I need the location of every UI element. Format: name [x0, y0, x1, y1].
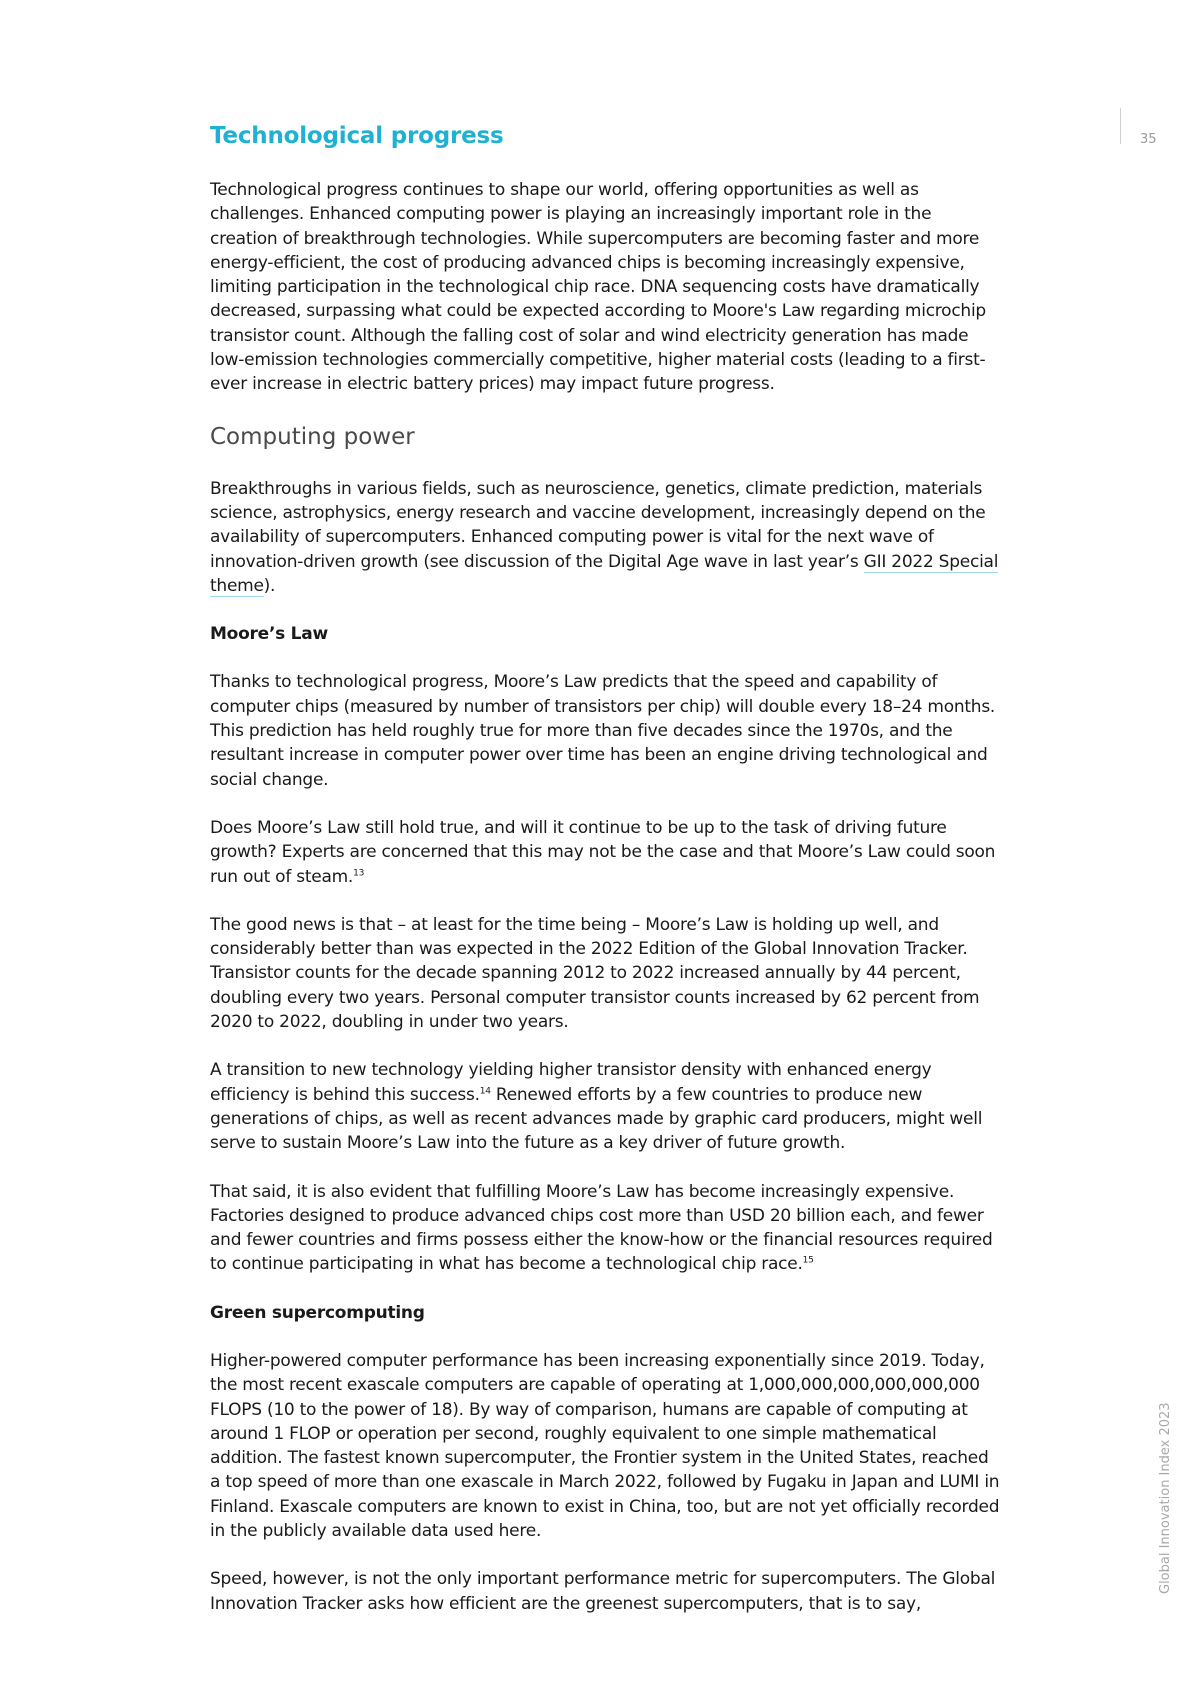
footnote-ref-13[interactable]: 13 [353, 867, 365, 878]
gii-2022-special-theme-link[interactable]: GII 2022 Special theme [210, 551, 999, 596]
header-rule [1120, 108, 1121, 144]
green-paragraph-2: Speed, however, is not the only important performance metric for supercomputers. The Global Innovation Tracker asks how efficient are the greenest supercomputers, that is to say, [210, 1569, 996, 1614]
moores-paragraph-3: The good news is that – at least for the time being – Moore’s Law is holding up well, and considerably better than was expected in the 2022 Edition of the Global Innovation Tracker. Transistor counts for the decade spanning 2012 to 2022 increased annually by 44 percent, doubling every two years. Personal computer transistor counts increased by 62 percent from 2020 to 2022, doubling in under two years. [210, 914, 980, 1033]
moores-paragraph-1: Thanks to technological progress, Moore’s Law predicts that the speed and capability of computer chips (measured by number of transistors per chip) will double every 18–24 months. This prediction has held roughly true for more than five decades since the 1970s, and the resultant increase in computer power over time has been an engine driving technological and social change. [210, 672, 996, 790]
computing-paragraph [210, 477, 1000, 598]
moores-paragraph-5-text: That said, it is also evident that fulfilling Moore’s Law has become increasingly expensive. Factories designed to produce advanced chips cost more than USD 20 billion each, and fewer and fewer countries and firms possess either the know-how or the financial resources required to continue participating in what has become a technological chip race. [210, 1181, 993, 1275]
moores-paragraph-2-text: Does Moore’s Law still hold true, and will it continue to be up to the task of driving future growth? Experts are concerned that this may not be the case and that Moore’s Law could soon run out of steam. [210, 817, 996, 887]
publication-side-label: Global Innovation Index 2023 [1158, 1402, 1173, 1594]
page-number: 35 [1140, 132, 1157, 147]
footnote-ref-14[interactable]: 14 [479, 1085, 491, 1096]
computing-text-before: Breakthroughs in various fields, such as neuroscience, genetics, climate prediction, materials science, astrophysics, energy research and vaccine development, increasingly depend on the availability of supercomputers. Enhanced computing power is vital for the next wave of innovation-driven growth (see discussion of the Digital Age wave in last year’s [210, 478, 986, 572]
intro-paragraph: Technological progress continues to shape our world, offering opportunities as well as challenges. Enhanced computing power is playing an increasingly important role in the creation of breakthrough technologies. While supercomputers are becoming faster and more energy-efficient, the cost of producing advanced chips is becoming increasingly expensive, limiting participation in the technological chip race. DNA sequencing costs have dramatically decreased, surpassing what could be expected according to Moore's Law regarding microchip transistor count. Although the falling cost of solar and wind electricity generation has made low-emission technologies commercially competitive, higher material costs (leading to a first-ever increase in electric battery prices) may impact future progress. [210, 180, 986, 395]
moores-paragraph-5 [210, 1180, 1000, 1277]
green-paragraph-1: Higher-powered computer performance has been increasing exponentially since 2019. Today, the most recent exascale computers are capable of operating at 1,000,000,000,000,000,000 FLOPS (10 to the power of 18). By way of comparison, humans are capable of computing at around 1 FLOP or operation per second, roughly equivalent to one simple mathematical addition. The fastest known supercomputer, the Frontier system in the United States, reached a top speed of more than one exascale in March 2022, followed by Fugaku in Japan and LUMI in Finland. Exascale computers are known to exist in China, too, but are not yet officially recorded in the publicly available data used here. [210, 1350, 1000, 1542]
moores-paragraph-4 [210, 1058, 1000, 1155]
article-body [210, 120, 1000, 1640]
computing-text-after: ). [263, 575, 276, 596]
subheading-green-supercomputing: Green supercomputing [210, 1302, 425, 1323]
section-heading-computing-power: Computing power [210, 423, 415, 450]
subheading-moores-law: Moore’s Law [210, 624, 328, 645]
moores-paragraph-4-text-b: Renewed efforts by a few countries to produce new generations of chips, as well as recent advances made by graphic card producers, might well serve to sustain Moore’s Law into the future as a key driver of future growth. [210, 1084, 983, 1154]
footnote-ref-15[interactable]: 15 [802, 1255, 814, 1266]
moores-paragraph-4-text-a: A transition to new technology yielding higher transistor density with enhanced energy efficiency is behind this success. [210, 1060, 932, 1105]
page-title: Technological progress [210, 123, 504, 149]
moores-paragraph-2 [210, 816, 1000, 889]
